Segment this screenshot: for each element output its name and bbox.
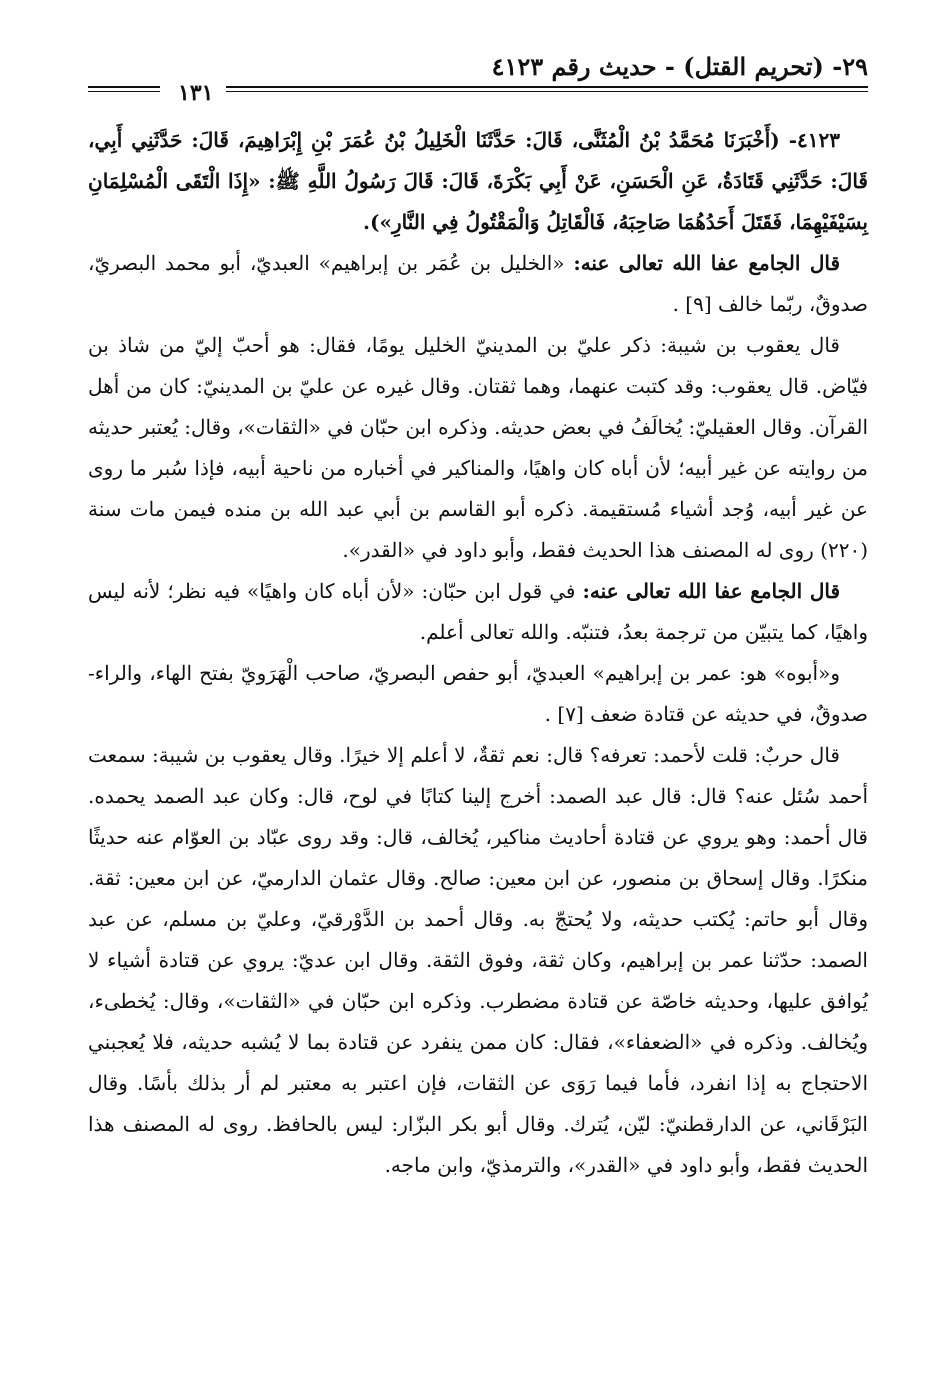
paragraph-text: و«أبوه» هو: عمر بن إبراهيم» العبديّ، أبو حفص البصريّ، صاحب الْهَرَويّ بفتح الهاء، والراء- صدوقٌ، في حديثه عن قتادة ضعف [٧] . — [88, 661, 868, 726]
page-body — [88, 120, 868, 1186]
running-header — [88, 52, 868, 104]
commentary-paragraph — [88, 571, 868, 653]
paragraph-text: «الخليل بن عُمَر بن إبراهيم» العبديّ، أبو محمد البصريّ، صدوقٌ، ربّما خالف [٩] . — [88, 251, 868, 316]
header-rule-short — [88, 86, 160, 92]
commentator-lead: قال الجامع عفا الله تعالى عنه: — [573, 251, 841, 275]
hadith-paragraph — [88, 120, 868, 243]
book-page — [88, 52, 868, 1342]
commentator-lead: قال الجامع عفا الله تعالى عنه: — [582, 579, 841, 603]
chapter-title: ٢٩- (تحريم القتل) - حديث رقم ٤١٢٣ — [491, 52, 868, 81]
narrator-biography-paragraph — [88, 653, 868, 735]
narrator-biography-paragraph — [88, 325, 868, 571]
narrator-biography-paragraph — [88, 735, 868, 1186]
paragraph-text: قال يعقوب بن شيبة: ذكر عليّ بن المدينيّ الخليل يومًا، فقال: هو أحبّ إليّ من شاذ بن فيّاض. قال يعقوب: وقد كتبت عنهما، وهما ثقتان. وقال غيره عن عليّ بن المدينيّ: كان من أهل القرآن. وقال العقيليّ: يُخالَفُ في بعض حديثه. وذكره ابن حبّان في «الثقات»، وقال: يُعتبر حديثه من روايته عن غير أبيه؛ لأن أباه كان واهيًا، والمناكير في أخباره من ناحية أبيه، فإذا سُبر ما روى عن غير أبيه، وُجد أشياء مُستقيمة. ذكره أبو القاسم بن أبي عبد الله بن منده فيمن مات سنة (٢٢٠) روى له المصنف هذا الحديث فقط، وأبو داود في «القدر». — [88, 333, 868, 562]
header-rule — [226, 86, 868, 92]
hadith-text: ٤١٢٣- (أَخْبَرَنَا مُحَمَّدُ بْنُ الْمُثَنَّى، قَالَ: حَدَّثَنَا الْخَلِيلُ بْنُ عُمَرَ بْنِ إِبْرَاهِيمَ، قَالَ: حَدَّثَنِي أَبِي، قَالَ: حَدَّثَنِي قَتَادَةُ، عَنِ الْحَسَنِ، عَنْ أَبِي بَكْرَةَ، قَالَ: قَالَ رَسُولُ اللَّهِ ﷺ: «إِذَا الْتَقَى الْمُسْلِمَانِ بِسَيْفَيْهِمَا، فَقَتَلَ أَحَدُهُمَا صَاحِبَهُ، فَالْقَاتِلُ وَالْمَقْتُولُ فِي النَّارِ»). — [88, 128, 868, 234]
page-number: ١٣١ — [168, 80, 223, 106]
paragraph-text: قال حربٌ: قلت لأحمد: تعرفه؟ قال: نعم ثقةٌ، لا أعلم إلا خيرًا. وقال يعقوب بن شيبة: سمعت أحمد سُئل عنه؟ قال: قال عبد الصمد: أخرج إلينا كتابًا في لوح، قال: وكان عبد الصمد يحمده. قال أحمد: وهو يروي عن قتادة أحاديث مناكير، يُخالف، قال: وقد روى عبّاد بن العوّام عنه حديثًا منكرًا. وقال إسحاق بن منصور، عن ابن معين: صالح. وقال عثمان الدارميّ، عن ابن معين: ثقة. وقال أبو حاتم: يُكتب حديثه، ولا يُحتجّ به. وقال أحمد بن الدَّوْرقيّ، وعليّ بن مسلم، عن عبد الصمد: حدّثنا عمر بن إبراهيم، وكان ثقة، وفوق الثقة. وقال ابن عديّ: يروي عن قتادة أشياء لا يُوافق عليها، وحديثه خاصّة عن قتادة مضطرب. وذكره ابن حبّان في «الثقات»، وقال: يُخطىء، ويُخالف. وذكره في «الضعفاء»، فقال: كان ممن ينفرد عن قتادة بما لا يُشبه حديثه، فلا يُعجبني الاحتجاج به إذا انفرد، فأما فيما رَوَى عن الثقات، فإن اعتبر به معتبر لم أر بذلك بأسًا. وقال البَرْقَاني، عن الدارقطنيّ: ليّن، يُترك. وقال أبو بكر البزّار: ليس بالحافظ. روى له المصنف هذا الحديث فقط، وأبو داود في «القدر»، والترمذيّ، وابن ماجه. — [88, 743, 869, 1177]
commentary-paragraph — [88, 243, 868, 325]
paragraph-text: في قول ابن حبّان: «لأن أباه كان واهيًا» فيه نظر؛ لأنه ليس واهيًا، كما يتبيّن من ترجمة بعدُ، فتنبّه. والله تعالى أعلم. — [88, 579, 868, 644]
